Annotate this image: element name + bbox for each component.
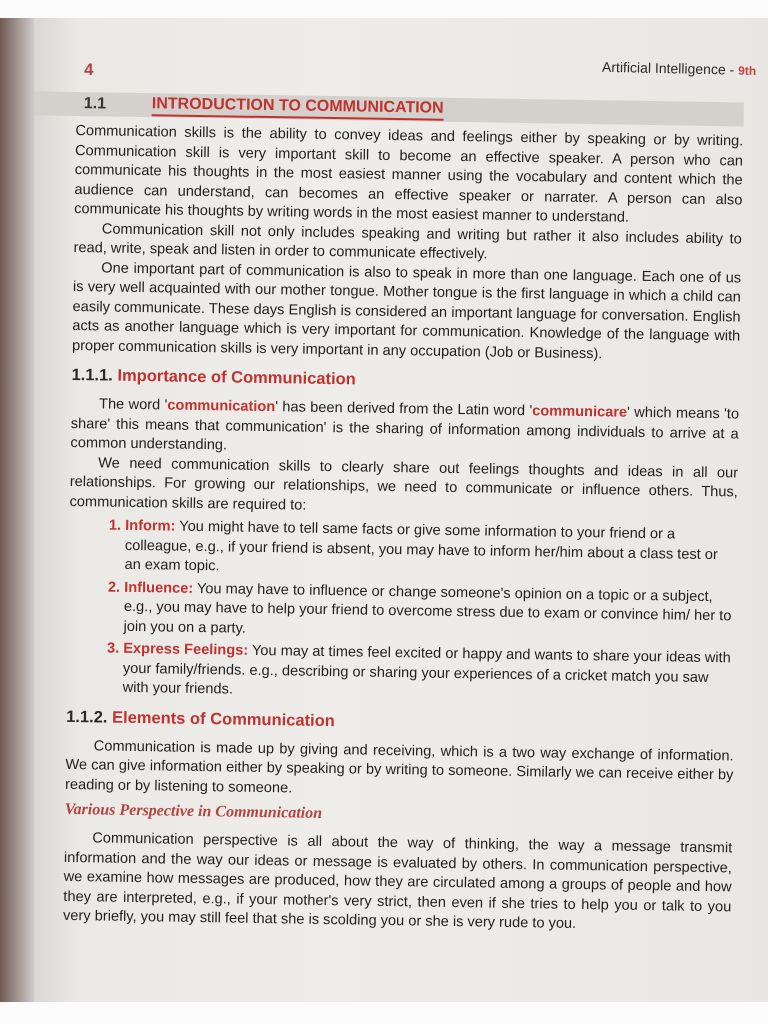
keyword-communication: communication	[167, 397, 276, 416]
subsection-title: Importance of Communication	[117, 366, 356, 389]
subsection-heading-importance	[71, 366, 739, 395]
elements-paragraph-2: Communication perspective is all about the way of thinking, the way a message transmit information and the way our ideas or message is evaluated by others. In communication perspective, we examine how messages are produced, how they are circulated among a groups of people and how they are interpreted, e.g., if your mother's very strict, then even if she tries to help you or talk to you very briefly, you may still feel that she is scolding you or she is very rude to you.	[62, 830, 733, 932]
perspective-heading: Various Perspective in Communication	[64, 800, 323, 822]
subsection-number: 1.1.2.	[66, 707, 108, 727]
running-header	[602, 59, 756, 78]
running-title: Artificial Intelligence -	[601, 58, 739, 78]
importance-paragraph-2: We need communication skills to clearly share out feelings thoughts and ideas in all our relationships. For growing our relationships, we need to communicate or influence others. Thus, communication skills are required to:	[69, 454, 739, 514]
list-item: 1. Inform: You might have to tell same facts or give some information to your friend or a colleague, e.g., if your friend is absent, you may have to inform her/him about a class test or an exam topic.	[124, 517, 737, 585]
photo-top-border	[0, 0, 768, 20]
intro-paragraph-2: Communication skill not only includes speaking and writing but rather it also includes ability to read, write, speak and listen in order to communicate effectively.	[73, 220, 742, 263]
keyword-communicare: communicare	[532, 403, 628, 421]
list-item: 3. Express Feelings: You may at times feel excited or happy and wants to share your ideas with your family/friends. e.g., describing or sharing your experiences of a cricket match you saw with your friends.	[122, 640, 735, 708]
photo-bottom-border	[0, 1002, 768, 1024]
intro-paragraph-3: One important part of communication is also to speak in more than one language. Each one of us is very well acquainted with our mother tongue. Mother tongue is the first language in which a child can easily communicate. These days English is considered an important language for conversation. English acts as another language which is very important for communication. Knowledge of the language with proper communication skills is very important in any occupation (Job or Business).	[71, 259, 742, 362]
book-page	[34, 18, 768, 1004]
page-number: 4	[84, 60, 94, 79]
subsection-heading-elements	[66, 707, 734, 736]
section-number: 1.1	[83, 95, 107, 113]
importance-paragraph-1: The word 'communication' has been derived from the Latin word 'communicare' which means 'to share' this means that communication' is the sharing of information among individuals to arrive at a common understanding.	[70, 396, 740, 454]
subsection-title: Elements of Communication	[111, 708, 335, 730]
intro-paragraph-1: Communication skills is the ability to convey ideas and feelings either by speaking or by writing. Communication skill is very important skill to become an effective speaker. A person who can communicate his thoughts in the most easiest manner using the vocabulary and content which the audience can understand, can becomes an effective speaker or narrater. A person can also communicate his thoughts by writing words in the most easiest manner to understand.	[74, 122, 744, 226]
purpose-list	[66, 516, 737, 708]
subsection-number: 1.1.1.	[71, 365, 113, 385]
list-item: 2. Influence: You may have to influence or change someone's opinion on a topic or a subject, e.g., you may have to help your friend to overcome stress due to exam or convince him/ her to join you on a party.	[123, 578, 736, 646]
elements-paragraph-1: Communication is made up by giving and receiving, which is a two way exchange of information. We can give information either by speaking or by writing to someone. Similarly we can receive either by reading or by listening to someone.	[64, 737, 734, 796]
page-content	[63, 92, 744, 937]
section-title: INTRODUCTION TO COMMUNICATION	[152, 94, 444, 121]
running-grade: 9th	[737, 63, 757, 78]
